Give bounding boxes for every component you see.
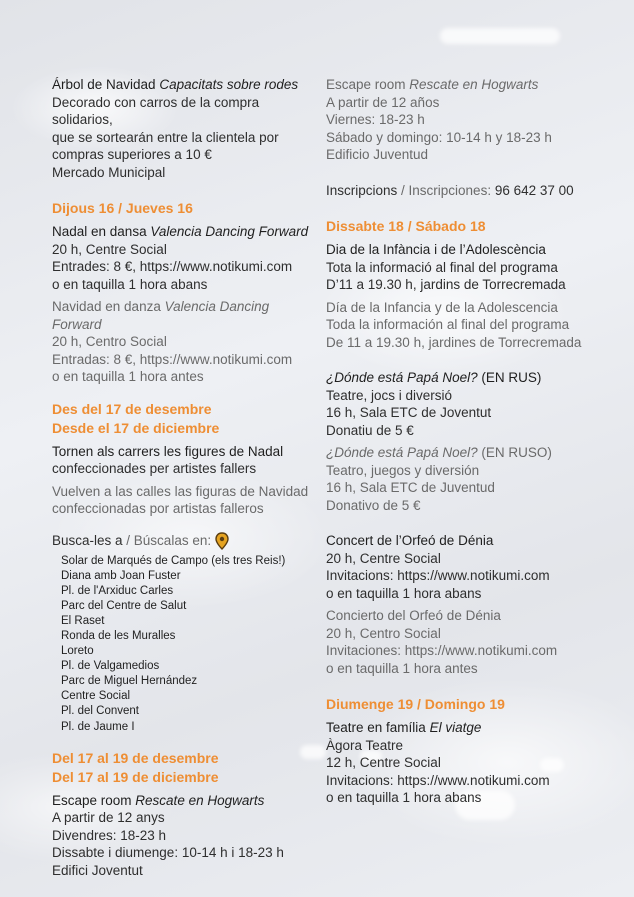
list-item: Pl. de Jaume I	[61, 720, 135, 733]
event-line: o en taquilla 1 hora abans	[326, 585, 482, 601]
day-heading: Des del 17 de desembre	[52, 400, 212, 417]
day-heading: Del 17 al 19 de diciembre	[52, 768, 219, 785]
event-line: 16 h, Sala ETC de Joventut	[326, 405, 492, 420]
event-line-es: 20 h, Centro Social	[52, 334, 167, 349]
event-title-es: Navidad en danza Valencia Dancing Forward	[52, 299, 270, 332]
event-title: Árbol de Navidad Capacitats sobre rodes	[52, 77, 299, 92]
event-papa-noel	[326, 369, 616, 514]
day-heading: Dissabte 18 / Sábado 18	[326, 218, 486, 234]
event-arbol-navidad	[52, 76, 314, 181]
event-line-es: o en taquilla 1 hora antes	[52, 369, 204, 384]
left-column	[52, 76, 314, 879]
event-line: Tota la informació al final del programa	[326, 259, 558, 275]
event-title-es: Escape room Rescate en Hogwarts	[326, 77, 539, 92]
event-line: D’11 a 19.30 h, jardins de Torrecremada	[326, 277, 566, 292]
event-line: Àgora Teatre	[326, 737, 404, 753]
event-line-es: A partir de 12 años	[326, 94, 440, 110]
event-escape-room	[52, 792, 314, 880]
event-line-es: Donativo de 5 €	[326, 497, 421, 513]
location-pin-icon	[215, 532, 229, 550]
right-column	[326, 76, 616, 807]
event-title: Concert de l’Orfeó de Dénia	[326, 533, 494, 548]
event-line: Edifici Joventut	[52, 862, 143, 878]
search-locations-label: Busca-les a / Búscalas en:	[52, 532, 314, 550]
event-line: que se sortearán entre la clientela por	[52, 129, 279, 145]
day-heading: Diumenge 19 / Domingo 19	[326, 696, 505, 712]
event-line: 12 h, Centre Social	[326, 755, 441, 770]
event-title: Tornen als carrers les figures de Nadal	[52, 443, 284, 459]
snow-decoration	[440, 28, 560, 44]
event-line: o en taquilla 1 hora abans	[326, 790, 482, 805]
event-line: Dissabte i diumenge: 10-14 h i 18-23 h	[52, 845, 284, 861]
event-line-es: Invitaciones: https://www.notikumi.com	[326, 643, 558, 658]
event-title-es: ¿Dónde está Papá Noel? (EN RUSO)	[326, 445, 552, 460]
event-line-es: Teatro, juegos y diversión	[326, 462, 480, 478]
list-item: Loreto	[61, 645, 94, 658]
event-line: Decorado con carros de la compra solidarios,	[52, 94, 260, 127]
event-line: Mercado Municipal	[52, 164, 166, 180]
event-line-es: 20 h, Centro Social	[326, 625, 441, 641]
list-item: Ronda de les Muralles	[61, 629, 176, 642]
list-item: Centre Social	[61, 690, 131, 703]
event-figures-nadal	[52, 443, 314, 735]
event-line: o en taquilla 1 hora abans	[52, 276, 208, 292]
event-line: Donatiu de 5 €	[326, 422, 414, 438]
list-item: Parc del Centre de Salut	[61, 599, 187, 612]
list-item: Pl. del Convent	[61, 705, 139, 718]
event-nadal-en-dansa	[52, 223, 314, 386]
list-item: El Raset	[61, 614, 105, 627]
list-item: Pl. de l'Arxiduc Carles	[61, 584, 174, 597]
event-line-es: Edificio Juventud	[326, 147, 429, 162]
event-line-es: 16 h, Sala ETC de Juventud	[326, 480, 495, 495]
event-line-es: o en taquilla 1 hora antes	[326, 660, 478, 676]
event-title-es: Vuelven a las calles las figuras de Navidad	[52, 483, 309, 499]
event-line: Teatre, jocs i diversió	[326, 387, 453, 403]
event-line-es: Toda la información al final del programa	[326, 317, 570, 332]
event-teatre-familia	[326, 719, 616, 807]
day-heading: Del 17 al 19 de desembre	[52, 749, 219, 766]
event-line: Invitacions: https://www.notikumi.com	[326, 568, 550, 583]
event-line: Entrades: 8 €, https://www.notikumi.com	[52, 259, 293, 274]
event-concert-orfeo	[326, 532, 616, 677]
event-line-es: confeccionadas por artistas falleros	[52, 501, 264, 516]
list-item: Pl. de Valgamedios	[61, 660, 160, 673]
event-line-es: De 11 a 19.30 h, jardines de Torrecremada	[326, 334, 582, 350]
event-title: Teatre en família El viatge	[326, 720, 482, 735]
event-line: Divendres: 18-23 h	[52, 827, 167, 843]
event-line: compras superiores a 10 €	[52, 147, 212, 162]
list-item: Parc de Miguel Hernández	[61, 675, 198, 688]
day-heading: Dijous 16 / Jueves 16	[52, 200, 193, 216]
event-line: 20 h, Centre Social	[52, 241, 167, 257]
event-title: ¿Dónde está Papá Noel? (EN RUS)	[326, 370, 542, 385]
event-title: Escape room Rescate en Hogwarts	[52, 792, 265, 808]
event-title: Dia de la Infància i de l’Adolescència	[326, 242, 546, 257]
event-line: A partir de 12 anys	[52, 810, 165, 826]
inscriptions-line: Inscripcions / Inscripciones: 96 642 37 00	[326, 182, 574, 198]
event-title: Nadal en dansa Valencia Dancing Forward	[52, 224, 309, 239]
event-title-es: Concierto del Orfeó de Dénia	[326, 608, 501, 623]
event-line: 20 h, Centre Social	[326, 550, 441, 566]
event-line-es: Sábado y domingo: 10-14 h y 18-23 h	[326, 129, 552, 145]
event-title-es: Día de la Infancia y de la Adolescencia	[326, 299, 558, 315]
list-item: Diana amb Joan Fuster	[61, 569, 181, 582]
event-line: confeccionades per artistes fallers	[52, 461, 257, 476]
locations-list	[61, 554, 314, 735]
day-heading: Desde el 17 de diciembre	[52, 419, 220, 436]
list-item: Solar de Marqués de Campo (els tres Reis!)	[61, 554, 286, 567]
event-line: Invitacions: https://www.notikumi.com	[326, 772, 550, 788]
event-line-es: Entradas: 8 €, https://www.notikumi.com	[52, 351, 293, 367]
event-line-es: Viernes: 18-23 h	[326, 112, 425, 127]
event-escape-room-es	[326, 76, 616, 164]
phone-number: 96 642 37 00	[494, 182, 574, 198]
event-dia-infancia	[326, 241, 616, 351]
